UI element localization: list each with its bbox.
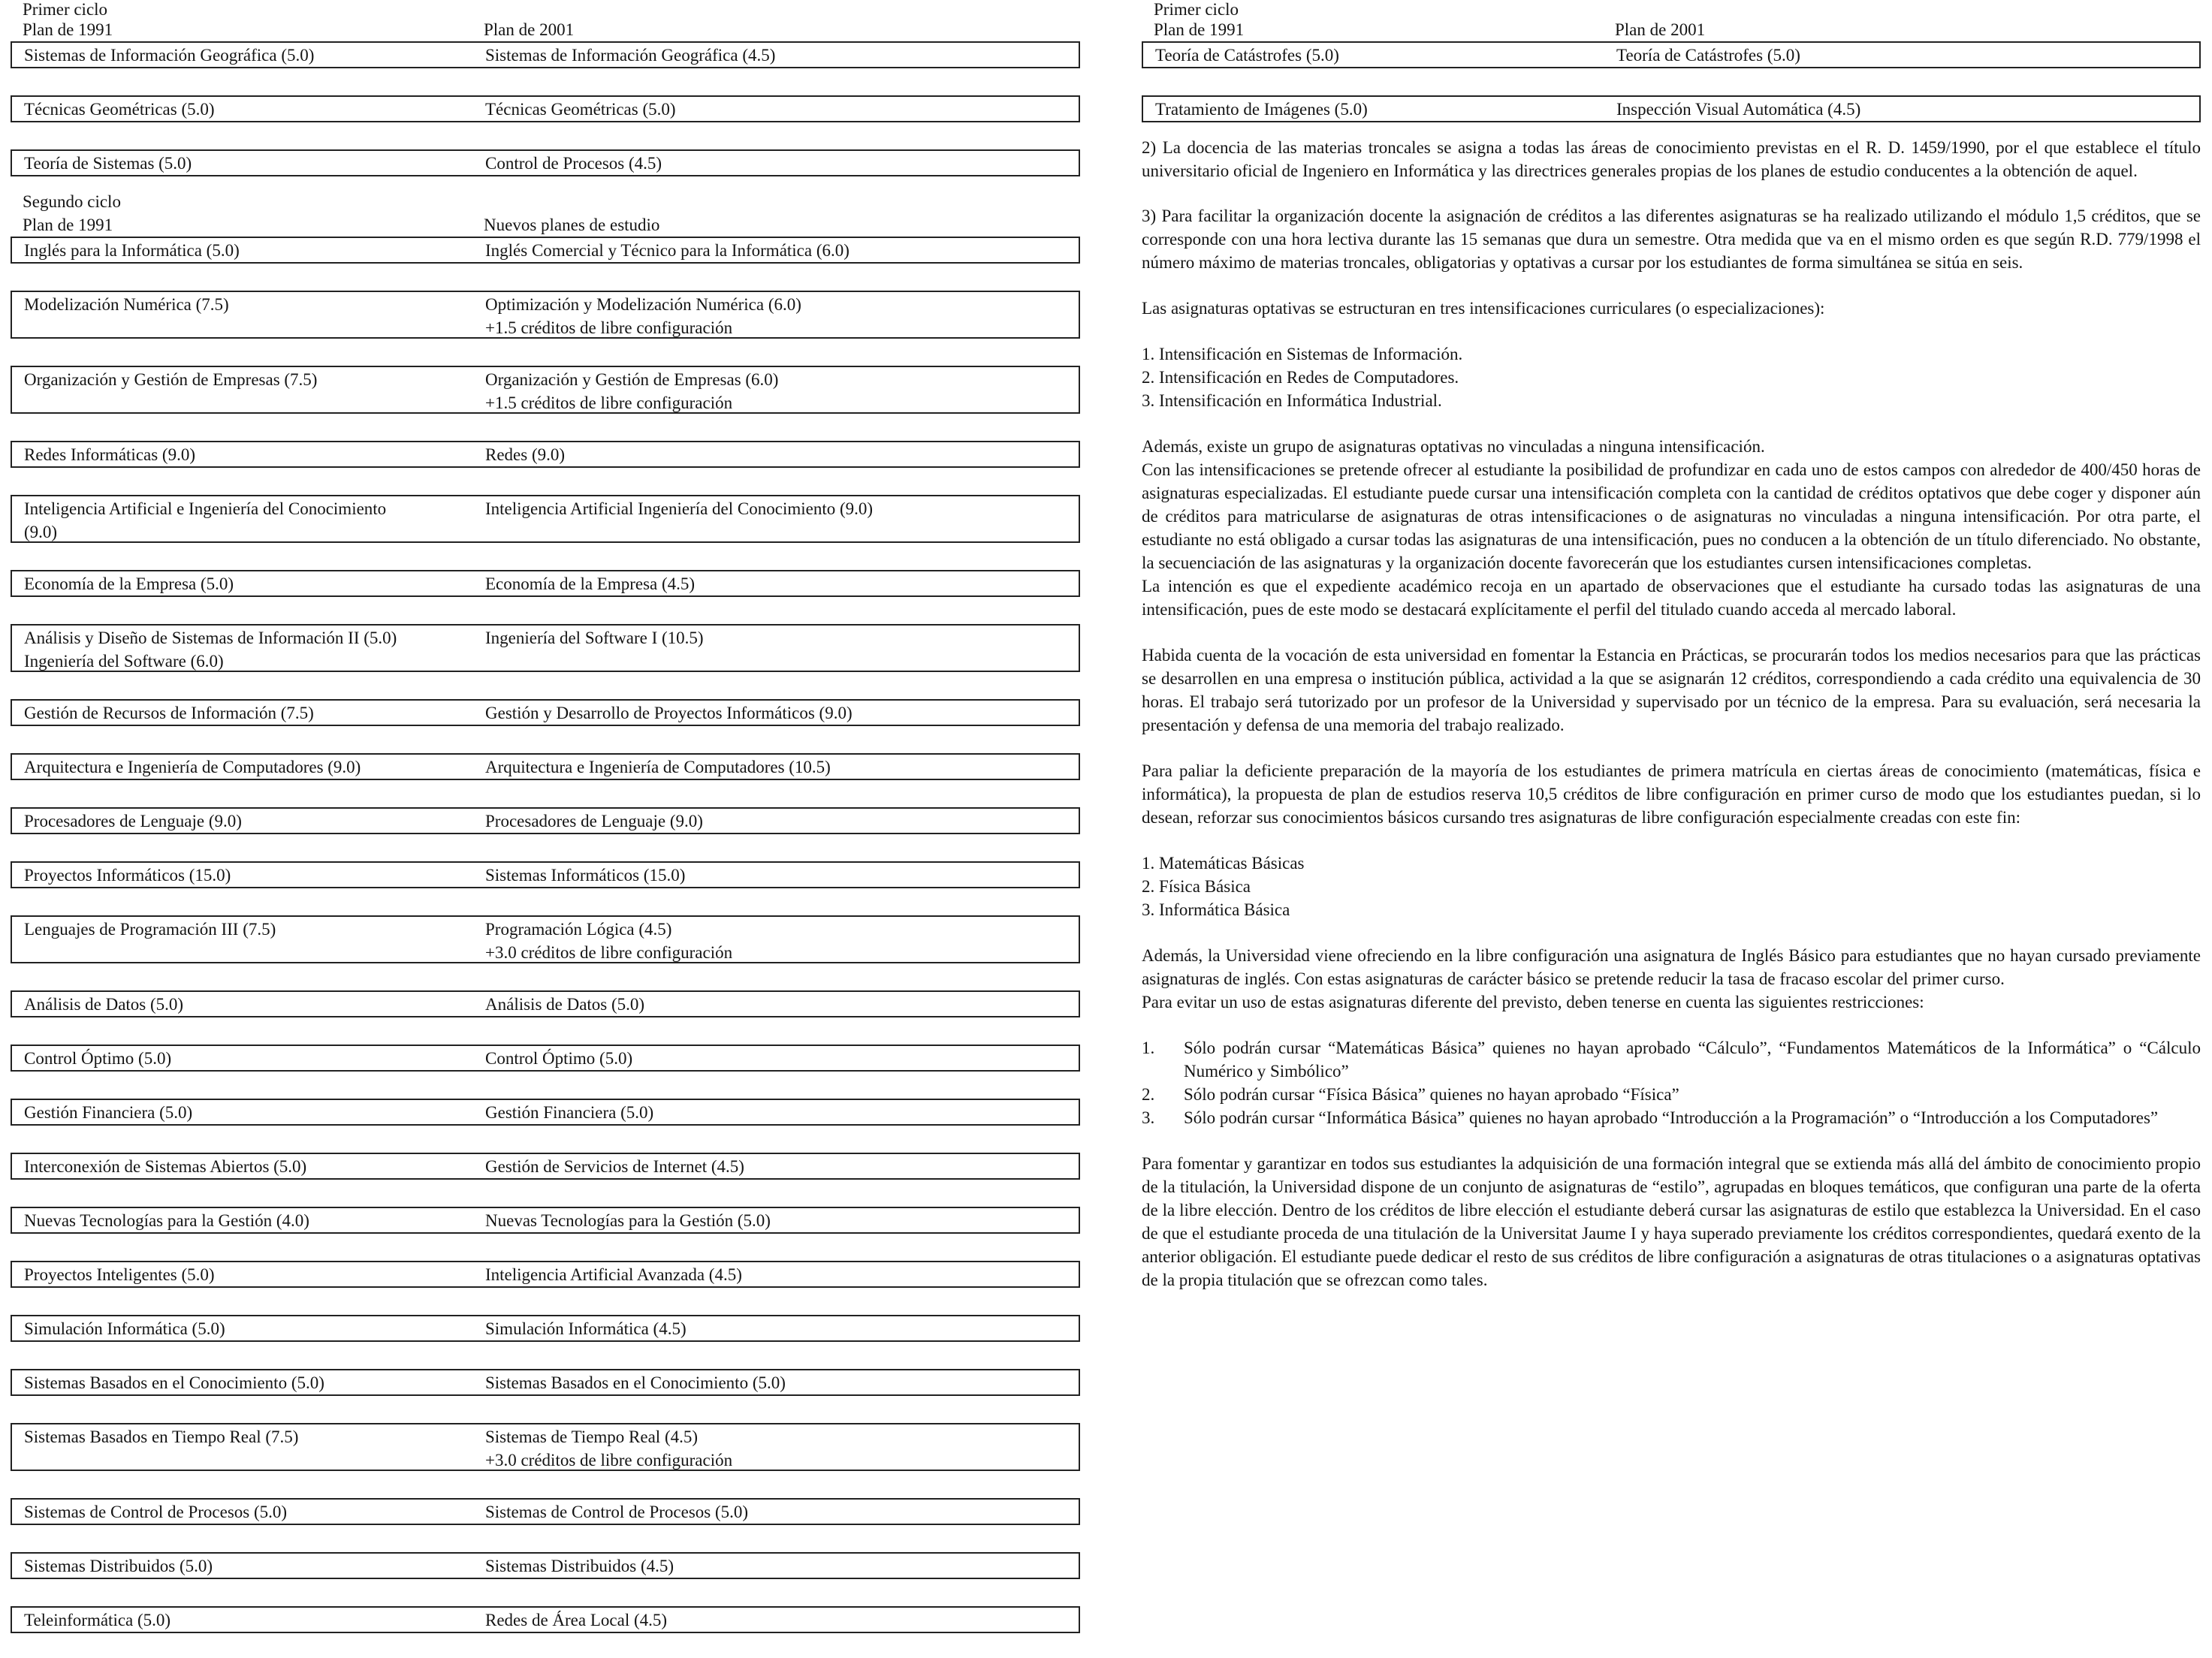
subject-text: Sistemas de Tiempo Real (4.5) [485,1427,699,1446]
restriction-text: Sólo podrán cursar “Matemáticas Básica” quienes no hayan aprobado “Cálculo”, “Fundamentos Matemáticos de la Informática” o “Cálculo Numérico y Simbólico” [1184,1039,2201,1081]
table-row [11,1315,1080,1342]
subject-text: Control de Procesos (4.5) [485,154,662,173]
left-page [11,0,1080,1633]
new-plan-cell [485,1155,744,1178]
subject-text: Optimización y Modelización Numérica (6.0) [485,295,801,314]
subject-text: Sistemas Informáticos (15.0) [485,866,686,885]
table-row [11,366,1080,414]
subject-text: Teoría de Sistemas (5.0) [24,154,192,173]
subject-text: Gestión de Recursos de Información (7.5) [24,704,314,722]
new-plan-cell [485,1101,653,1124]
new-plan-cell [485,497,873,520]
new-plan-cell [485,918,732,964]
second-cycle-table [11,237,1080,1633]
first-cycle-label: Primer ciclo [1154,0,1239,19]
old-plan-cell [24,918,276,941]
old-plan-cell [24,1371,324,1394]
old-plan-cell [24,1608,171,1632]
table-row [11,1045,1080,1072]
new-plan-cell [485,755,831,779]
old-plan-cell [24,1209,309,1232]
first-cycle-table [1142,41,2201,122]
new-plan-cell [485,239,849,262]
paragraph-practicas: Habida cuenta de la vocación de esta universidad en fomentar la Estancia en Prácticas, se procurarán todos los medios necesarios para que las prácticas se desarrollen en una empresa o institución pública, actividad a la que se asignarán 12 créditos, correspondiendo a cada crédito una equivalencia de 30 horas. El trabajo será tutorizado por un profesor de la Universidad y supervisado por un técnico de la empresa. Para su evaluación, será necesaria la presentación y defensa de una memoria del trabajo realizado. [1142,646,2201,734]
table-row [11,1498,1080,1525]
subject-text: Modelización Numérica (7.5) [24,295,229,314]
old-plan-cell [24,864,231,887]
subject-text: Redes de Área Local (4.5) [485,1611,668,1629]
restriction-number: 3. [1142,1108,1155,1127]
list-item: 3. Informática Básica [1142,900,1290,919]
new-plan-cell [485,44,775,67]
first-cycle-label: Primer ciclo [23,0,108,19]
paragraph-restricciones-intro: Para evitar un uso de estas asignaturas diferente del previsto, deben tenerse en cuenta las siguientes restricciones: [1142,993,1924,1011]
paragraph-estilo: Para fomentar y garantizar en todos sus estudiantes la adquisición de una formación integral que se extienda más allá del ámbito de conocimiento propio de la titulación, la Universidad dispone de un conjunto de asignaturas de “estilo”, agrupadas en bloques temáticos, que configuran una parte de la oferta de la libre elección. Dentro de los créditos de libre elección el estudiante deberá cursar las asignaturas de estilo que establezca la Universidad. En el caso de que el estudiante proceda de una titulación de la Universitat Jaume I y haya superado previamente los créditos correspondientes, quedará exento de la anterior obligación. El estudiante puede dedicar el resto de sus créditos de libre configuración a asignaturas de otras titulaciones o a asignaturas optativas de la propia titulación que se ofrezcan como tales. [1142,1154,2201,1289]
old-plan-cell [24,1554,213,1578]
subject-text: Análisis de Datos (5.0) [485,995,645,1014]
new-plan-cell [485,1608,667,1632]
table-row [11,1423,1080,1471]
table-row [11,1606,1080,1633]
table-row [11,624,1080,672]
table-row [11,1261,1080,1288]
first-cycle-header [11,18,1080,41]
paragraph-ingles-basico: Además, la Universidad viene ofreciendo en la libre configuración una asignatura de Inglés Básico para estudiantes que no hayan cursado previamente asignaturas de inglés. Con estas asignaturas de carácter básico se pretende reducir la tasa de fracaso escolar del primer curso. [1142,946,2201,988]
subject-text: Economía de la Empresa (5.0) [24,574,234,593]
subject-text: Proyectos Inteligentes (5.0) [24,1265,215,1284]
new-plan-cell [485,1554,674,1578]
subject-text: Gestión y Desarrollo de Proyectos Informáticos (9.0) [485,704,853,722]
subject-text: Sistemas Distribuidos (4.5) [485,1557,674,1575]
paragraph-intensificaciones: Con las intensificaciones se pretende ofrecer al estudiante la posibilidad de profundizar en cada uno de estos campos con alrededor de 400/450 horas de asignaturas especializadas. El estudiante puede cursar una intensificación completa con la cantidad de créditos optativos que debe coger y disponer aún de créditos para matricularse de asignaturas de otras intensificaciones o de asignaturas no vinculadas a ninguna intensificación. Por otra parte, el estudiante no está obligado a cursar todas las asignaturas de una intensificación, pues no conducen a la obtención de un título diferenciado. No obstante, la secuenciación de las asignaturas y la organización docente favorecerán que los estudiantes cursen intensificaciones completas. [1142,460,2201,572]
subject-text: Control Óptimo (5.0) [24,1049,172,1068]
old-plan-cell [24,626,397,673]
subject-text: Análisis de Datos (5.0) [24,995,184,1014]
table-row [11,149,1080,176]
subject-text: Sistemas de Información Geográfica (4.5) [485,46,776,65]
new-plan-cell [485,864,685,887]
old-plan-cell [24,1425,298,1448]
old-plan-cell [24,1155,306,1178]
subject-text: +3.0 créditos de libre configuración [485,943,733,962]
subject-text: Procesadores de Lenguaje (9.0) [24,812,242,831]
subject-text: Sistemas Basados en el Conocimiento (5.0) [485,1373,786,1392]
subject-text: Gestión de Servicios de Internet (4.5) [485,1157,744,1176]
new-plan-cell [485,1047,632,1070]
restriction-text: Sólo podrán cursar “Física Básica” quienes no hayan aprobado “Física” [1184,1085,1679,1104]
old-plan-cell [1155,44,1339,67]
old-plan-cell [24,293,229,316]
table-row [11,291,1080,339]
subject-text: +1.5 créditos de libre configuración [485,318,733,337]
subject-text: +1.5 créditos de libre configuración [485,393,733,412]
new-plan-cell [485,368,778,414]
new-plan-cell [485,1371,786,1394]
paragraph-optativas: Las asignaturas optativas se estructuran en tres intensificaciones curriculares (o especializaciones): [1142,299,1825,318]
old-plan-cell [24,755,361,779]
subject-text: Nuevas Tecnologías para la Gestión (4.0) [24,1211,309,1230]
new-plan-cell [485,1209,771,1232]
old-plan-cell [24,572,234,595]
restriction-item [1142,1083,2201,1106]
subject-text: Tratamiento de Imágenes (5.0) [1155,100,1368,119]
paragraph-paliar: Para paliar la deficiente preparación de la mayoría de los estudiantes de primera matrícula en ciertas áreas de conocimiento (matemáticas, física e informática), la propuesta de plan de estudios reserva 10,5 créditos de libre configuración en primer curso de modo que los estudiantes puedan, si lo desean, reforzar sus conocimientos básicos cursando tres asignaturas de libre configuración especialmente creadas con este fin: [1142,761,2201,827]
restriction-number: 2. [1142,1085,1155,1104]
subject-text: Teoría de Catástrofes (5.0) [1616,46,1800,65]
old-plan-cell [24,1263,215,1286]
old-plan-cell [24,443,195,466]
new-plan-cell [485,1425,732,1472]
new-plan-cell [485,809,703,833]
old-plan-cell [24,1101,192,1124]
subject-text: Inteligencia Artificial Ingeniería del Conocimiento (9.0) [485,499,874,518]
subject-text: Inglés Comercial y Técnico para la Informática (6.0) [485,241,849,260]
subject-text: Arquitectura e Ingeniería de Computadores (9.0) [24,758,361,776]
new-plan-cell [485,1263,742,1286]
old-plan-cell [24,152,192,175]
second-cycle-label: Segundo ciclo [23,192,121,211]
table-row [11,1153,1080,1180]
list-item: 1. Matemáticas Básicas [1142,854,1305,873]
table-row [11,915,1080,963]
old-plan-cell [24,44,314,67]
table-row [11,570,1080,597]
header-plan-1991: Plan de 1991 [1154,20,1245,39]
subject-text: Inteligencia Artificial e Ingeniería del Conocimiento [24,499,387,518]
right-page [1142,0,2201,1292]
subject-text: Programación Lógica (4.5) [485,920,672,939]
restriction-text: Sólo podrán cursar “Informática Básica” quienes no hayan aprobado “Introducción a la Programación” o “Introducción a los Computadores” [1184,1108,2159,1127]
subject-text: Interconexión de Sistemas Abiertos (5.0) [24,1157,307,1176]
subject-text: Simulación Informática (5.0) [24,1319,225,1338]
subject-text: +3.0 créditos de libre configuración [485,1451,733,1470]
new-plan-cell [485,1317,687,1340]
subject-text: Control Óptimo (5.0) [485,1049,633,1068]
subject-text: Sistemas Basados en el Conocimiento (5.0) [24,1373,324,1392]
table-row [11,441,1080,468]
subject-text: Análisis y Diseño de Sistemas de Información II (5.0) [24,629,397,647]
old-plan-cell [24,993,183,1016]
subject-text: Gestión Financiera (5.0) [485,1103,654,1122]
old-plan-cell [1155,98,1368,121]
old-plan-cell [24,98,215,121]
new-plan-cell [1616,98,1860,121]
new-plan-cell [485,1500,748,1524]
list-item: 2. Física Básica [1142,877,1251,896]
paragraph-no-vinculadas: Además, existe un grupo de asignaturas optativas no vinculadas a ninguna intensificación. [1142,437,1765,456]
subject-text: Arquitectura e Ingeniería de Computadores (10.5) [485,758,831,776]
new-plan-cell [485,701,853,725]
old-plan-cell [24,368,317,391]
subject-text: Sistemas Basados en Tiempo Real (7.5) [24,1427,299,1446]
subject-text: Economía de la Empresa (4.5) [485,574,696,593]
subject-text: Gestión Financiera (5.0) [24,1103,193,1122]
header-plan-2001: Plan de 2001 [484,20,575,39]
subject-text: Ingeniería del Software I (10.5) [485,629,704,647]
table-row [11,95,1080,122]
restriction-item [1142,1036,2201,1083]
header-nuevos-planes: Nuevos planes de estudio [484,216,660,234]
subject-text: Nuevas Tecnologías para la Gestión (5.0) [485,1211,771,1230]
paragraph-expediente: La intención es que el expediente académico recoja en un apartado de observaciones que el estudiante ha cursado todas las asignaturas de una intensificación, pues de este modo se destacará explícitamente el perfil del titulado cuando acceda al mercado laboral. [1142,577,2201,619]
list-item: 2. Intensificación en Redes de Computadores. [1142,368,1459,387]
subject-text: Simulación Informática (4.5) [485,1319,687,1338]
table-row [11,1099,1080,1126]
table-row [1142,95,2201,122]
subject-text: Redes (9.0) [485,445,566,464]
subject-text: Organización y Gestión de Empresas (7.5) [24,370,318,389]
old-plan-cell [24,1500,287,1524]
table-row [11,1207,1080,1234]
new-plan-cell [485,152,662,175]
subject-text: Teoría de Catástrofes (5.0) [1155,46,1339,65]
subject-text: Lenguajes de Programación III (7.5) [24,920,276,939]
table-row [1142,41,2201,68]
subject-text: Inspección Visual Automática (4.5) [1616,100,1861,119]
subject-text: Procesadores de Lenguaje (9.0) [485,812,703,831]
subject-text: Organización y Gestión de Empresas (6.0) [485,370,779,389]
table-row [11,753,1080,780]
header-plan-1991: Plan de 1991 [23,20,113,39]
table-row [11,699,1080,726]
new-plan-cell [485,293,801,339]
table-row [11,1369,1080,1396]
subject-text: Técnicas Geométricas (5.0) [485,100,676,119]
restriction-item [1142,1106,2201,1129]
new-plan-cell [485,572,695,595]
list-item: 3. Intensificación en Informática Industrial. [1142,391,1442,410]
first-cycle-table [11,41,1080,176]
subject-text: Sistemas de Control de Procesos (5.0) [485,1503,749,1521]
new-plan-cell [485,443,565,466]
restriction-number: 1. [1142,1039,1155,1057]
old-plan-cell [24,809,242,833]
header-plan-1991: Plan de 1991 [23,216,113,234]
subject-text: (9.0) [24,523,58,541]
old-plan-cell [24,701,314,725]
table-row [11,990,1080,1017]
old-plan-cell [24,1047,171,1070]
table-row [11,237,1080,264]
new-plan-cell [485,626,704,650]
subject-text: Inglés para la Informática (5.0) [24,241,240,260]
old-plan-cell [24,1317,225,1340]
subject-text: Sistemas Distribuidos (5.0) [24,1557,213,1575]
table-row [11,41,1080,68]
paragraph-creditos: 3) Para facilitar la organización docente la asignación de créditos a las diferentes asignaturas se ha realizado utilizando el módulo 1,5 créditos, que se corresponde con una hora lectiva durante las 15 semanas que dura un semestre. Otra medida que va en el mismo orden es que según R.D. 779/1998 el número máximo de materias troncales, obligatorias y optativas a cursar por los estudiantes de forma simultánea se sitúa en seis. [1142,206,2201,272]
subject-text: Sistemas de Información Geográfica (5.0) [24,46,315,65]
old-plan-cell [24,239,240,262]
subject-text: Sistemas de Control de Procesos (5.0) [24,1503,288,1521]
first-cycle-header [1142,18,2201,41]
table-row [11,495,1080,543]
old-plan-cell [24,497,386,544]
table-row [11,861,1080,888]
table-row [11,1552,1080,1579]
new-plan-cell [1616,44,1800,67]
paragraph-troncales: 2) La docencia de las materias troncales se asigna a todas las áreas de conocimiento previstas en el R. D. 1459/1990, por el que establece el título universitario oficial de Ingeniero en Informática y las directrices generales propias de los planes de estudio conducentes a la obtención de aquel. [1142,138,2201,180]
subject-text: Inteligencia Artificial Avanzada (4.5) [485,1265,742,1284]
subject-text: Ingeniería del Software (6.0) [24,652,224,671]
table-row [11,807,1080,834]
subject-text: Redes Informáticas (9.0) [24,445,196,464]
subject-text: Técnicas Geométricas (5.0) [24,100,215,119]
header-plan-2001: Plan de 2001 [1615,20,1706,39]
subject-text: Teleinformática (5.0) [24,1611,171,1629]
subject-text: Proyectos Informáticos (15.0) [24,866,231,885]
new-plan-cell [485,993,644,1016]
new-plan-cell [485,98,676,121]
list-item: 1. Intensificación en Sistemas de Información. [1142,345,1463,363]
second-cycle-header [11,213,1080,237]
